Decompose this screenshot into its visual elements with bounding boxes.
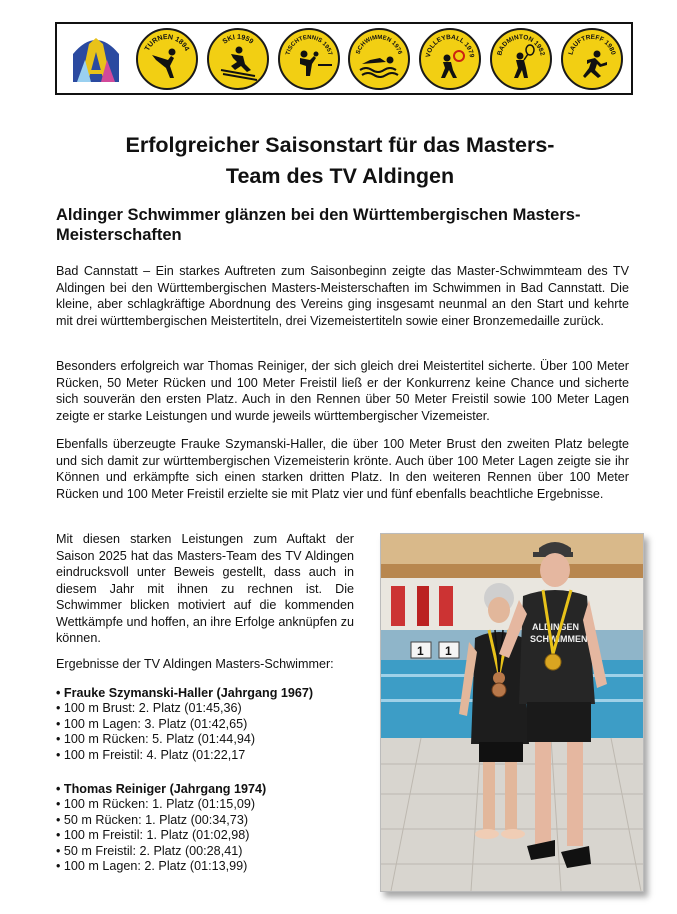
shirt-text-line-1: ALDINGEN xyxy=(532,622,579,632)
turnen-logo xyxy=(136,28,198,90)
swimmer-name: • Frauke Szymanski-Haller (Jahrgang 1967) xyxy=(56,686,314,700)
article-subtitle: Aldinger Schwimmer glänzen bei den Württembergischen Masters-Meisterschaften xyxy=(56,206,581,244)
title-line-2: Team des TV Aldingen xyxy=(225,164,455,188)
results-heading: Ergebnisse der TV Aldingen Masters-Schwimmer: xyxy=(56,657,334,671)
result-line: • 100 m Brust: 2. Platz (01:45,36) xyxy=(56,701,242,716)
shirt-text-line-2: SCHWIMMEN xyxy=(530,634,588,644)
paragraph-reiniger: Besonders erfolgreich war Thomas Reiniger, der sich gleich drei Meistertitel sicherte. Über 100 Meter Rücken, 50 Meter Rücken und 100 Meter Freistil ließ er der Konkurrenz keine Chance und sicherte sich souverän den ersten Platz. Auch in den Rennen über 50 Meter Freistil sowie 100 Meter Lagen zeigte er starke Leistungen und wurde jeweils württembergischer Vizemeister. xyxy=(56,359,629,423)
ski-logo xyxy=(207,28,269,90)
result-line: • 100 m Rücken: 5. Platz (01:44,94) xyxy=(56,732,256,747)
svg-text:TISCHTENNIS 1957: TISCHTENNIS 1957 xyxy=(285,34,333,56)
paragraph-intro: Bad Cannstatt – Ein starkes Auftreten zum Saisonbeginn zeigte das Master-Schwimmteam des TV Aldingen bei den Württembergischen Masters-Meisterschaften im Schwimmen in Bad Cannstatt. Die kleine, aber schlagkräftige Abordnung des Vereins ging insgesamt neunmal an den Start und kehrte mit drei württembergischen Meistertiteln, drei Vizemeistertiteln sowie einer Bronzemedaille zurück. xyxy=(56,264,629,328)
paragraph-szymanski-haller: Ebenfalls überzeugte Frauke Szymanski-Haller, die über 100 Meter Brust den zweiten Platz belegte und sich damit zur württembergischen Vizemeisterin krönte. Auch über 100 Meter Lagen zeigte sie ihr Können und erkämpfte sich einen starken dritten Platz. In den weiteren Rennen über 100 Meter Rücken und 100 Meter Freistil erzielte sie mit Platz vier und fünf ebenfalls beachtliche Ergebnisse. xyxy=(56,437,629,501)
result-line: • 100 m Freistil: 4. Platz (01:22,17 xyxy=(56,747,246,762)
result-line: • 100 m Freistil: 1. Platz (01:02,98) xyxy=(56,828,250,843)
article-title xyxy=(60,130,620,192)
result-line: • 100 m Lagen: 3. Platz (01:42,65) xyxy=(56,716,248,731)
schwimmen-logo xyxy=(348,28,410,90)
svg-text:TURNEN 1894: TURNEN 1894 xyxy=(144,33,191,52)
svg-text:SKI 1959: SKI 1959 xyxy=(221,33,255,46)
results-block-reiniger xyxy=(56,782,266,874)
lane-number: 1 xyxy=(445,644,452,658)
photo-scene xyxy=(381,534,643,891)
svg-text:SCHWIMMEN 1976: SCHWIMMEN 1976 xyxy=(355,34,403,55)
lauftreff-logo xyxy=(561,28,623,90)
result-line: • 50 m Rücken: 1. Platz (00:34,73) xyxy=(56,812,249,827)
swimmers-photo xyxy=(380,533,644,892)
results-block-szymanski-haller xyxy=(56,686,313,763)
result-line: • 100 m Lagen: 2. Platz (01:13,99) xyxy=(56,859,248,874)
paragraph-outlook: Mit diesen starken Leistungen zum Auftakt der Saison 2025 hat das Masters-Team des TV Aldingen eindrucksvoll unter Beweis gestellt, dass auch in diesem Jahr mit ihnen zu rechnen ist. Die Schwimmer blicken motiviert auf die kommenden Wettkämpfe und hoffen, an ihre Erfolge anknüpfen zu können. xyxy=(56,532,354,645)
lane-number: 1 xyxy=(417,644,424,658)
result-line: • 100 m Rücken: 1. Platz (01:15,09) xyxy=(56,797,256,812)
badminton-logo xyxy=(490,28,552,90)
sports-logo-bar xyxy=(55,22,633,95)
svg-text:LAUFTREFF 1980: LAUFTREFF 1980 xyxy=(567,33,617,56)
swimmer-name: • Thomas Reiniger (Jahrgang 1974) xyxy=(56,782,267,796)
volleyball-logo xyxy=(419,28,481,90)
svg-text:BADMINTON 1982: BADMINTON 1982 xyxy=(496,33,546,56)
club-crest-icon xyxy=(65,28,127,90)
svg-text:VOLLEYBALL 1979: VOLLEYBALL 1979 xyxy=(425,33,476,58)
title-line-1: Erfolgreicher Saisonstart für das Masters- xyxy=(125,133,555,157)
result-line: • 50 m Freistil: 2. Platz (00:28,41) xyxy=(56,843,243,858)
tischtennis-logo xyxy=(278,28,340,90)
